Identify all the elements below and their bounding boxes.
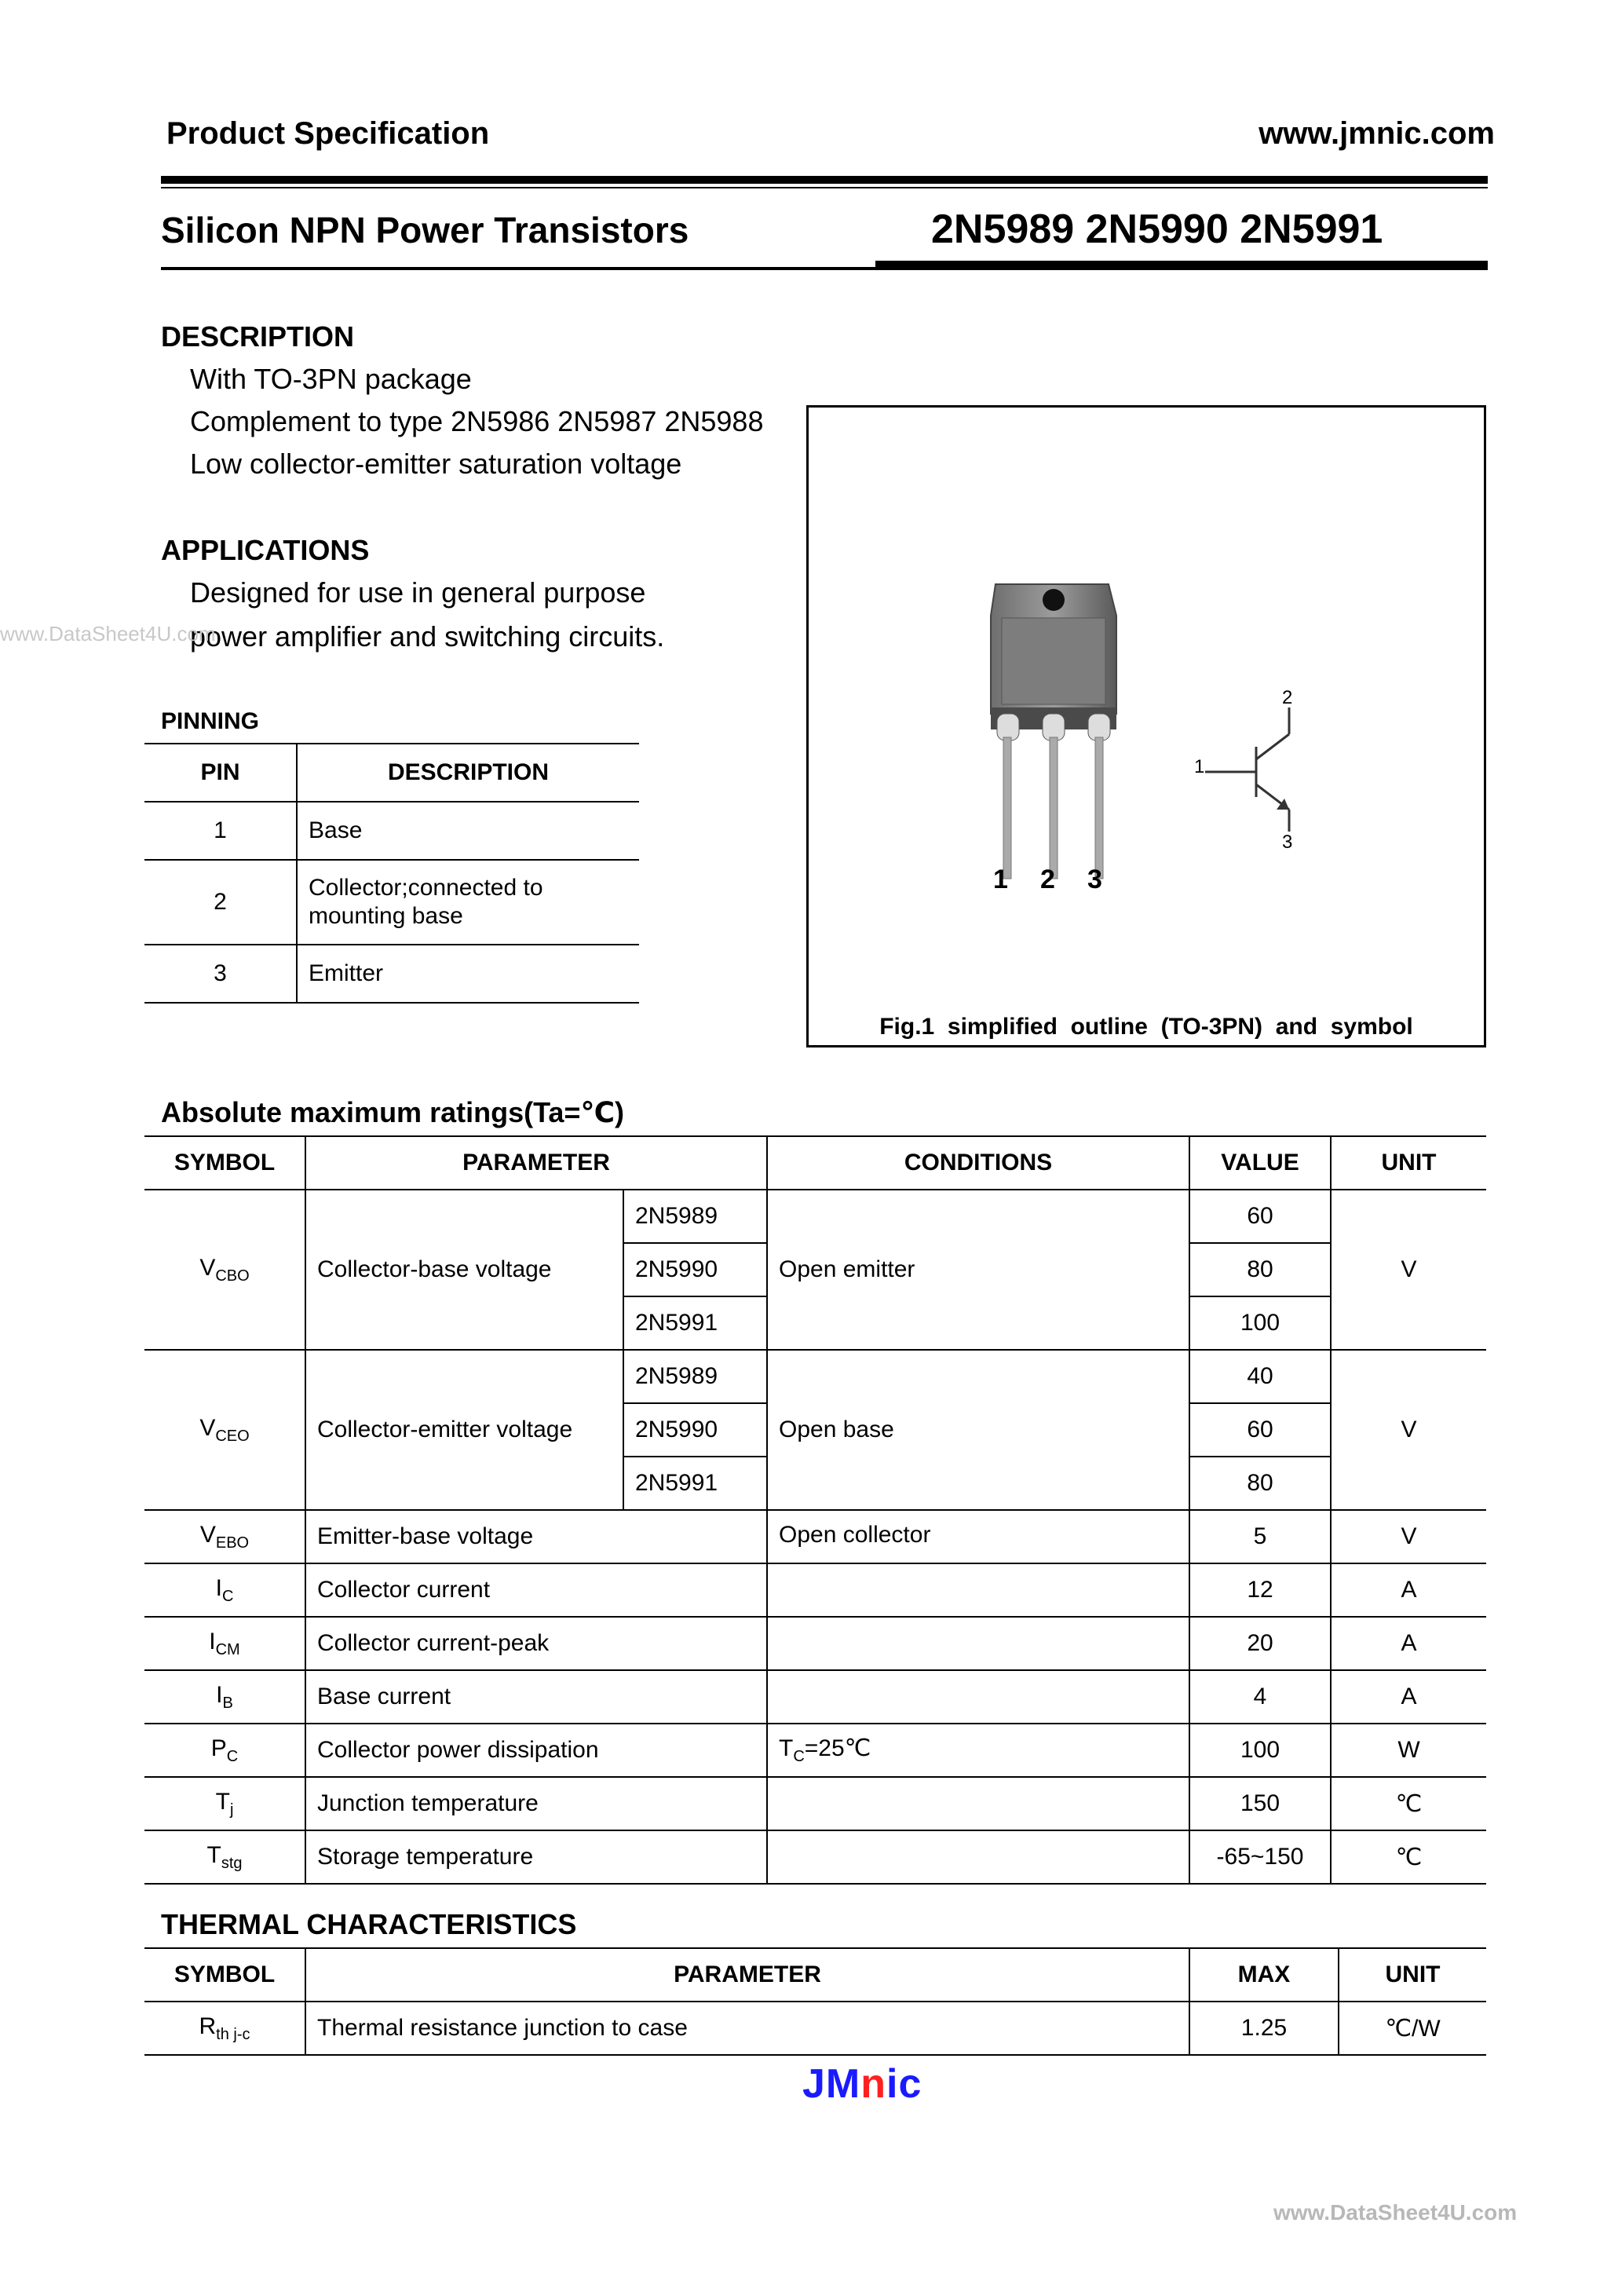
value-cell: 12	[1189, 1563, 1331, 1617]
value-cell: 40	[1189, 1350, 1331, 1403]
pin-number: 3	[144, 945, 297, 1003]
figure-box	[806, 405, 1486, 1047]
value-cell: 4	[1189, 1670, 1331, 1724]
part-cell: 2N5990	[623, 1403, 767, 1457]
applications-line: power amplifier and switching circuits.	[190, 620, 665, 653]
header-rule	[161, 176, 1488, 184]
conditions-header: CONDITIONS	[767, 1136, 1189, 1190]
symbol-cell: $T_{stg}$	[144, 1830, 305, 1884]
part-cell: 2N5989	[623, 1190, 767, 1243]
symbol-cell: $I_C$	[144, 1563, 305, 1617]
value-cell: 60	[1189, 1190, 1331, 1243]
symbol-cell: $P_C$	[144, 1724, 305, 1777]
abs-max-table	[144, 1135, 1486, 1885]
pin-description-header: DESCRIPTION	[297, 744, 639, 802]
parameter-cell: Collector current-peak	[305, 1617, 767, 1670]
parameter-cell: Collector current	[305, 1563, 767, 1617]
unit-cell: ℃/W	[1339, 2002, 1486, 2055]
header-left: Product Specification	[166, 116, 490, 151]
table-row	[144, 1190, 1486, 1243]
title-rule-left	[161, 267, 875, 270]
parameter-cell: Collector power dissipation	[305, 1724, 767, 1777]
pin-description: Emitter	[297, 945, 639, 1003]
parameter-cell: Junction temperature	[305, 1777, 767, 1830]
parameter-header: PARAMETER	[305, 1136, 767, 1190]
abs-max-title: Absolute maximum ratings(Ta=℃)	[161, 1096, 625, 1128]
unit-cell: A	[1331, 1617, 1486, 1670]
package-pin-label: 1	[993, 865, 1008, 894]
applications-line: Designed for use in general purpose	[190, 576, 646, 609]
symbol-cell: $R_{th j-c}$	[144, 2002, 305, 2055]
table-row	[144, 1830, 1486, 1884]
parameter-cell: Thermal resistance junction to case	[305, 2002, 1189, 2055]
parameter-cell: Base current	[305, 1670, 767, 1724]
part-cell: 2N5989	[623, 1350, 767, 1403]
conditions-cell: $T_C=25℃$	[767, 1724, 1189, 1777]
value-cell: 100	[1189, 1296, 1331, 1350]
table-row	[144, 1617, 1486, 1670]
max-header: MAX	[1189, 1948, 1339, 2002]
unit-cell: ℃	[1331, 1777, 1486, 1830]
table-row	[144, 1563, 1486, 1617]
applications-title: APPLICATIONS	[161, 534, 370, 566]
parameter-cell: Collector-emitter voltage	[305, 1350, 623, 1510]
pin-number: 1	[144, 802, 297, 860]
thermal-title: THERMAL CHARACTERISTICS	[161, 1908, 577, 1940]
unit-cell: V	[1331, 1190, 1486, 1350]
table-row	[144, 1510, 1486, 1563]
part-cell: 2N5991	[623, 1296, 767, 1350]
package-pin-label: 2	[1040, 865, 1055, 894]
value-cell: 150	[1189, 1777, 1331, 1830]
pin-number: 2	[144, 860, 297, 945]
table-row	[144, 1350, 1486, 1403]
unit-cell: ℃	[1331, 1830, 1486, 1884]
conditions-cell: Open collector	[767, 1510, 1189, 1563]
value-cell: 5	[1189, 1510, 1331, 1563]
pin-header: PIN	[144, 744, 297, 802]
npn-symbol-icon	[1205, 707, 1289, 832]
parameter-cell: Collector-base voltage	[305, 1190, 623, 1350]
parameter-header: PARAMETER	[305, 1948, 1189, 2002]
unit-header: UNIT	[1331, 1136, 1486, 1190]
symbol-collector-label: 2	[1282, 687, 1293, 708]
symbol-cell: $T_j$	[144, 1777, 305, 1830]
symbol-header: SYMBOL	[144, 1948, 305, 2002]
table-row	[144, 945, 639, 1003]
value-cell: 60	[1189, 1403, 1331, 1457]
header-url[interactable]: www.jmnic.com	[1259, 116, 1495, 151]
table-row	[144, 802, 639, 860]
part-cell: 2N5990	[623, 1243, 767, 1296]
symbol-cell: $V_{CBO}$	[144, 1190, 305, 1350]
header-rule-thin	[161, 187, 1488, 188]
conditions-cell	[767, 1670, 1189, 1724]
symbol-cell: $I_B$	[144, 1670, 305, 1724]
table-row	[144, 860, 639, 945]
max-cell: 1.25	[1189, 2002, 1339, 2055]
unit-cell: V	[1331, 1510, 1486, 1563]
conditions-cell	[767, 1830, 1189, 1884]
unit-cell: V	[1331, 1350, 1486, 1510]
title-rule-right	[875, 261, 1488, 270]
pin-description: Collector;connected to mounting base	[297, 860, 639, 945]
conditions-cell: Open base	[767, 1350, 1189, 1510]
table-row	[144, 1724, 1486, 1777]
unit-cell: A	[1331, 1670, 1486, 1724]
conditions-cell: Open emitter	[767, 1190, 1189, 1350]
table-row	[144, 2002, 1486, 2055]
table-row	[144, 1777, 1486, 1830]
description-line: With TO-3PN package	[190, 363, 472, 395]
description-title: DESCRIPTION	[161, 320, 355, 353]
figure-caption: Fig.1 simplified outline (TO-3PN) and symbol	[879, 1014, 1413, 1040]
symbol-cell: $V_{CEO}$	[144, 1350, 305, 1510]
conditions-cell	[767, 1777, 1189, 1830]
symbol-header: SYMBOL	[144, 1136, 305, 1190]
value-cell: 20	[1189, 1617, 1331, 1670]
symbol-emitter-label: 3	[1282, 832, 1293, 853]
value-header: VALUE	[1189, 1136, 1331, 1190]
description-line: Low collector-emitter saturation voltage	[190, 448, 682, 480]
pinning-table	[144, 743, 639, 1004]
value-cell: 100	[1189, 1724, 1331, 1777]
conditions-cell	[767, 1617, 1189, 1670]
symbol-cell: $I_{CM}$	[144, 1617, 305, 1670]
value-cell: -65~150	[1189, 1830, 1331, 1884]
value-cell: 80	[1189, 1457, 1331, 1510]
pinning-title: PINNING	[161, 708, 260, 734]
package-pin-label: 3	[1087, 865, 1102, 894]
parameter-cell: Storage temperature	[305, 1830, 767, 1884]
unit-cell: W	[1331, 1724, 1486, 1777]
product-line: Silicon NPN Power Transistors	[161, 210, 689, 250]
thermal-table	[144, 1947, 1486, 2056]
description-line: Complement to type 2N5986 2N5987 2N5988	[190, 405, 764, 437]
unit-header: UNIT	[1339, 1948, 1486, 2002]
watermark-left: www.DataSheet4U.com	[0, 622, 216, 645]
table-row	[144, 1670, 1486, 1724]
to3pn-package-image	[809, 408, 1484, 1045]
pin-description: Base	[297, 802, 639, 860]
parameter-cell: Emitter-base voltage	[305, 1510, 767, 1563]
part-numbers: 2N5989 2N5990 2N5991	[931, 207, 1383, 252]
symbol-base-label: 1	[1194, 756, 1205, 777]
jmnic-logo: JMnic	[802, 2061, 922, 2107]
watermark-bottom: www.DataSheet4U.com	[1273, 2200, 1518, 2225]
part-cell: 2N5991	[623, 1457, 767, 1510]
conditions-cell	[767, 1563, 1189, 1617]
unit-cell: A	[1331, 1563, 1486, 1617]
symbol-cell: $V_{EBO}$	[144, 1510, 305, 1563]
value-cell: 80	[1189, 1243, 1331, 1296]
